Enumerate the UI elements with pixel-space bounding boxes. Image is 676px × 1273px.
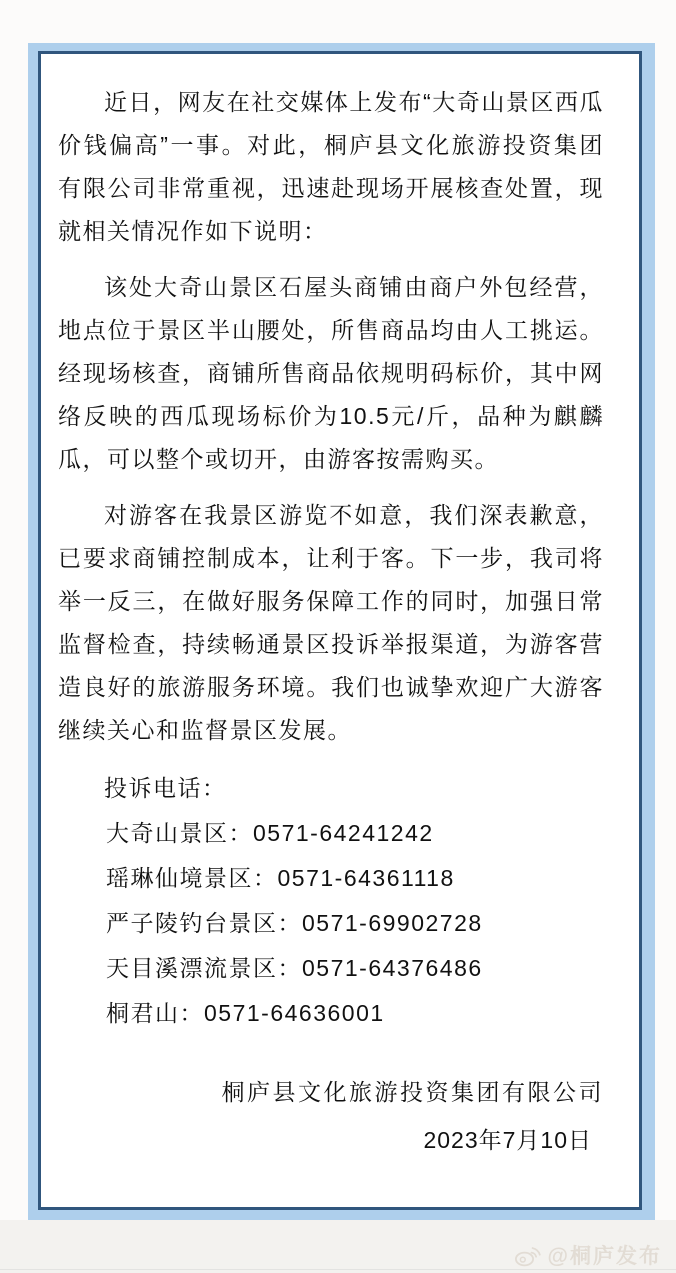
signature-block xyxy=(58,1070,604,1165)
hotline-entry xyxy=(58,811,604,856)
hotline-entry-phone: 0571-64361118 xyxy=(277,865,455,891)
hotline-entry-separator: ： xyxy=(277,955,302,981)
hotline-entry-label: 大奇山景区 xyxy=(106,820,229,846)
bottom-divider xyxy=(0,1269,676,1270)
notice-body xyxy=(38,51,642,1210)
weibo-icon xyxy=(514,1244,541,1267)
hotline-title: 投诉电话： xyxy=(104,775,227,801)
issue-date: 2023年7月10日 xyxy=(423,1127,592,1153)
hotline-entry-label: 天目溪漂流景区 xyxy=(106,955,278,981)
watermark-text: @桐庐发布 xyxy=(547,1245,662,1268)
hotline-entry xyxy=(58,901,604,946)
hotline-entry-separator: ： xyxy=(253,865,278,891)
hotline-entry-label: 严子陵钓台景区 xyxy=(106,910,278,936)
hotline-entry-phone: 0571-69902728 xyxy=(302,910,483,936)
issuer-name: 桐庐县文化旅游投资集团有限公司 xyxy=(221,1079,604,1105)
hotline-entry xyxy=(58,946,604,991)
watermark xyxy=(514,1238,662,1272)
hotline-entry-separator: ： xyxy=(277,910,302,936)
paragraph-intro: 近日，网友在社交媒体上发布“大奇山景区西瓜价钱偏高”一事。对此，桐庐县文化旅游投资集团有限公司非常重视，迅速赴现场开展核查处置，现就相关情况作如下说明： xyxy=(58,89,604,244)
hotline-entry xyxy=(58,991,604,1036)
hotline-entry-label: 桐君山 xyxy=(106,1000,180,1026)
paragraph-findings: 该处大奇山景区石屋头商铺由商户外包经营，地点位于景区半山腰处，所售商品均由人工挑运。经现场核查，商铺所售商品依规明码标价，其中网络反映的西瓜现场标价为10.5元/斤，品种为麒麟瓜，可以整个或切开，由游客按需购买。 xyxy=(58,274,604,472)
hotline-entry-phone: 0571-64241242 xyxy=(253,820,434,846)
hotline-entry-separator: ： xyxy=(179,1000,204,1026)
paragraph-apology: 对游客在我景区游览不如意，我们深表歉意，已要求商铺控制成本，让利于客。下一步，我司将举一反三，在做好服务保障工作的同时，加强日常监督检查，持续畅通景区投诉举报渠道，为游客营造良好的旅游服务环境。我们也诚挚欢迎广大游客继续关心和监督景区发展。 xyxy=(58,502,604,743)
hotline-entry xyxy=(58,856,604,901)
hotline-entry-phone: 0571-64636001 xyxy=(204,1000,385,1026)
notice-frame xyxy=(28,43,655,1220)
hotline-entry-phone: 0571-64376486 xyxy=(302,955,483,981)
hotline-entry-label: 瑶琳仙境景区 xyxy=(106,865,253,891)
hotline-entry-separator: ： xyxy=(228,820,253,846)
hotline-section xyxy=(58,766,604,1036)
